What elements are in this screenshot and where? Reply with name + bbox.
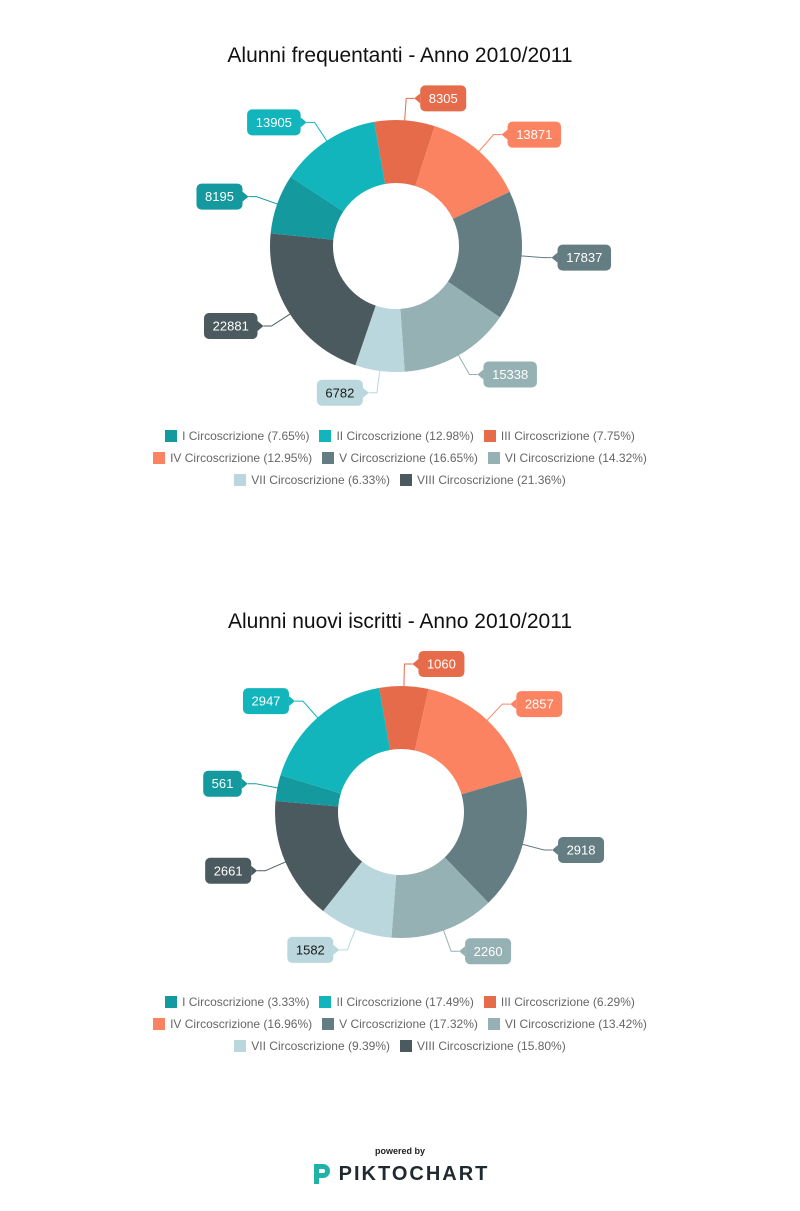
- legend-swatch: [484, 996, 496, 1008]
- legend-item[interactable]: [319, 995, 473, 1009]
- legend-label: VII Circoscrizione (9.39%): [251, 1039, 390, 1053]
- label-leader: [295, 701, 320, 720]
- chart-title: Alunni frequentanti - Anno 2010/2011: [227, 44, 573, 67]
- label-pointer: [552, 253, 558, 263]
- legend-swatch: [234, 1040, 246, 1052]
- piktochart-footer[interactable]: [0, 1146, 800, 1196]
- label-pointer: [242, 779, 248, 789]
- legend-row: [0, 991, 800, 1013]
- data-label: 2857: [524, 696, 554, 712]
- donut-chart: [0, 0, 800, 420]
- legend-item[interactable]: [165, 429, 309, 443]
- data-label: 1060: [426, 656, 456, 672]
- legend-item[interactable]: [322, 451, 478, 465]
- label-leader: [248, 784, 282, 789]
- label-pointer: [251, 866, 257, 876]
- label-pointer: [414, 93, 420, 103]
- legend-label: IV Circoscrizione (12.95%): [170, 451, 313, 465]
- brand-name: PIKTOCHART: [338, 1162, 490, 1185]
- label-pointer: [257, 321, 263, 331]
- data-label: 561: [211, 776, 234, 792]
- legend-item[interactable]: [400, 1039, 566, 1053]
- piktochart-logo[interactable]: [311, 1162, 490, 1186]
- legend-label: VIII Circoscrizione (21.36%): [417, 473, 566, 487]
- label-leader: [248, 197, 281, 206]
- data-label: 13871: [516, 127, 553, 143]
- legend-swatch: [322, 452, 334, 464]
- legend-label: V Circoscrizione (16.65%): [339, 451, 478, 465]
- legend-label: VII Circoscrizione (6.33%): [251, 473, 390, 487]
- legend-swatch: [400, 474, 412, 486]
- data-label: 13905: [255, 114, 292, 130]
- data-label: 2260: [473, 943, 503, 959]
- label-leader: [307, 122, 329, 144]
- donut-chart: [0, 566, 800, 986]
- legend-item[interactable]: [234, 473, 390, 487]
- label-pointer: [333, 945, 339, 955]
- legend-swatch: [165, 996, 177, 1008]
- legend-swatch: [319, 996, 331, 1008]
- piktochart-logo-icon: [311, 1162, 333, 1186]
- legend-swatch: [488, 452, 500, 464]
- data-label: 6782: [325, 385, 355, 401]
- label-leader: [518, 256, 552, 258]
- slice-2: [281, 688, 391, 794]
- label-leader: [257, 860, 289, 870]
- label-leader: [484, 704, 510, 723]
- legend-swatch: [153, 1018, 165, 1030]
- legend-label: I Circoscrizione (3.33%): [182, 995, 310, 1009]
- chart-nuovi-iscritti: [0, 566, 800, 1086]
- legend-item[interactable]: [234, 1039, 390, 1053]
- data-label: 2918: [566, 842, 596, 858]
- label-pointer: [412, 659, 418, 669]
- legend-swatch: [400, 1040, 412, 1052]
- legend-item[interactable]: [484, 995, 635, 1009]
- legend-item[interactable]: [484, 429, 635, 443]
- label-pointer: [363, 388, 369, 398]
- legend-swatch: [165, 430, 177, 442]
- label-leader: [339, 926, 356, 950]
- data-label: 2947: [251, 693, 281, 709]
- label-pointer: [289, 696, 295, 706]
- legend-label: VI Circoscrizione (14.32%): [504, 451, 647, 465]
- chart-legend: [0, 991, 800, 1057]
- legend-row: [0, 1035, 800, 1057]
- label-pointer: [301, 117, 307, 127]
- legend-swatch: [153, 452, 165, 464]
- data-label: 2661: [213, 863, 243, 879]
- label-pointer: [459, 946, 465, 956]
- legend-label: I Circoscrizione (7.65%): [182, 429, 310, 443]
- label-leader: [457, 352, 478, 375]
- slice-4: [415, 689, 522, 794]
- data-label: 22881: [212, 318, 249, 334]
- legend-label: III Circoscrizione (7.75%): [500, 429, 635, 443]
- legend-row: [0, 447, 800, 469]
- legend-label: VIII Circoscrizione (15.80%): [417, 1039, 566, 1053]
- legend-item[interactable]: [153, 451, 312, 465]
- label-pointer: [510, 699, 516, 709]
- legend-row: [0, 1013, 800, 1035]
- data-label: 8305: [428, 90, 458, 106]
- legend-swatch: [484, 430, 496, 442]
- legend-item[interactable]: [319, 429, 473, 443]
- legend-item[interactable]: [488, 1017, 647, 1031]
- label-leader: [369, 367, 380, 393]
- legend-label: II Circoscrizione (12.98%): [336, 429, 474, 443]
- chart-frequentanti: [0, 0, 800, 560]
- legend-swatch: [488, 1018, 500, 1030]
- label-pointer: [242, 192, 248, 202]
- legend-label: IV Circoscrizione (16.96%): [170, 1017, 313, 1031]
- label-pointer: [552, 845, 558, 855]
- legend-item[interactable]: [165, 995, 309, 1009]
- legend-item[interactable]: [488, 451, 647, 465]
- legend-swatch: [322, 1018, 334, 1030]
- legend-row: [0, 469, 800, 491]
- label-pointer: [502, 130, 508, 140]
- legend-item[interactable]: [400, 473, 566, 487]
- label-pointer: [477, 369, 483, 379]
- chart-legend: [0, 425, 800, 491]
- legend-label: V Circoscrizione (17.32%): [339, 1017, 478, 1031]
- label-leader: [519, 843, 552, 850]
- legend-item[interactable]: [322, 1017, 478, 1031]
- legend-swatch: [234, 474, 246, 486]
- data-label: 17837: [566, 250, 603, 266]
- legend-item[interactable]: [153, 1017, 312, 1031]
- legend-label: III Circoscrizione (6.29%): [500, 995, 635, 1009]
- data-label: 8195: [205, 189, 234, 205]
- data-label: 15338: [492, 366, 529, 382]
- powered-by-label: powered by: [374, 1146, 425, 1156]
- legend-label: II Circoscrizione (17.49%): [336, 995, 474, 1009]
- slice-8: [270, 233, 376, 365]
- label-leader: [442, 927, 459, 951]
- data-label: 1582: [295, 942, 325, 958]
- label-leader: [263, 312, 293, 326]
- label-leader: [476, 135, 501, 155]
- legend-row: [0, 425, 800, 447]
- chart-title: Alunni nuovi iscritti - Anno 2010/2011: [228, 610, 572, 633]
- legend-label: VI Circoscrizione (13.42%): [504, 1017, 647, 1031]
- legend-swatch: [319, 430, 331, 442]
